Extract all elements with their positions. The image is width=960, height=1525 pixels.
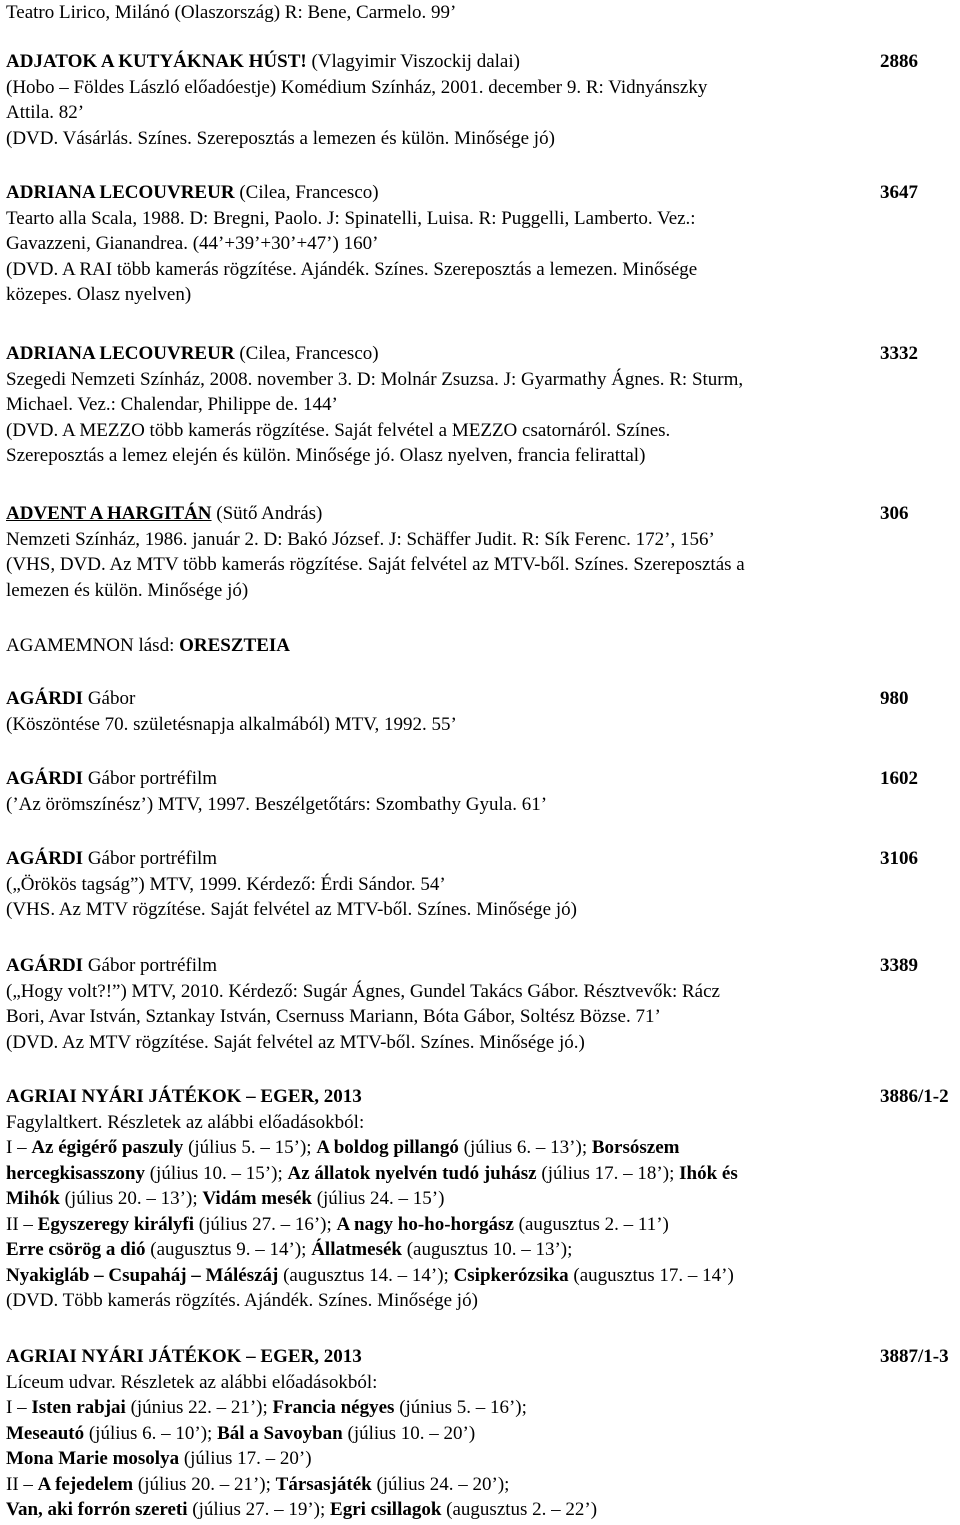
performance-title: Meseautó (6, 1422, 85, 1444)
entry-title: AGÁRDI (6, 688, 84, 709)
performance-title: Ihók és (679, 1162, 738, 1184)
performance-detail: (július 24. – 15’) (311, 1188, 445, 1209)
entry-subtitle: (Sütő András) (211, 503, 323, 524)
entry-line (6, 1161, 950, 1187)
performance-title: Francia négyes (272, 1397, 395, 1418)
entry-subtitle: (Cilea, Francesco) (234, 182, 379, 203)
entry-number: 3332 (880, 343, 918, 364)
entry-line: (’Az örömszínész’) MTV, 1997. Beszélgetőtárs: Szombathy Gyula. 61’ (6, 793, 548, 815)
entry-heading (6, 1084, 950, 1110)
entry-title: AGRIAI NYÁRI JÁTÉKOK – EGER, 2013 (6, 1346, 362, 1367)
entry-heading (6, 846, 950, 872)
entry-line: Fagylaltkert. Részletek az alábbi előadásokból: (6, 1111, 365, 1133)
performance-title: Borsószem (591, 1137, 680, 1158)
performance-detail: (július 17. – 20’) (179, 1448, 312, 1469)
entry-agardi-1997 (6, 766, 950, 817)
performance-detail: (augusztus 14. – 14’); (278, 1264, 454, 1286)
performance-title: Mihók (6, 1188, 60, 1209)
entry-line: (DVD. Vásárlás. Színes. Szereposztás a lemezen és külön. Minősége jó) (6, 127, 555, 149)
entry-line: (DVD. A MEZZO több kamerás rögzítése. Saját felvétel a MEZZO csatornáról. Színes. (6, 419, 671, 441)
performance-title: hercegkisasszony (6, 1162, 145, 1184)
performance-title: A boldog pillangó (316, 1137, 459, 1158)
entry-line: (VHS. Az MTV rögzítése. Saját felvétel az MTV-ből. Színes. Minősége jó) (6, 899, 577, 920)
entry-agardi-2010 (6, 953, 950, 1055)
entry-line: („Örökös tagság”) MTV, 1999. Kérdező: Érdi Sándor. 54’ (6, 873, 446, 895)
entry-title: ADVENT A HARGITÁN (6, 503, 212, 524)
entry-line: (Köszöntése 70. születésnapja alkalmából) MTV, 1992. 55’ (6, 713, 457, 735)
performance-detail: (július 10. – 20’) (342, 1422, 476, 1444)
performance-title: Mona Marie mosolya (6, 1448, 180, 1469)
performance-detail: (július 20. – 13’); (59, 1188, 203, 1209)
performance-detail: (augusztus 10. – 13’); (401, 1239, 573, 1260)
entry-title: AGAMEMNON lásd: (6, 635, 180, 656)
performance-detail: (július 10. – 15’); (144, 1162, 288, 1184)
entry-line: közepes. Olasz nyelven) (6, 284, 192, 305)
entry-number: 1602 (880, 768, 918, 789)
entry-line: Michael. Vez.: Chalendar, Philippe de. 144’ (6, 394, 338, 415)
performance-title: Egri csillagok (330, 1499, 442, 1520)
performance-detail: (augusztus 2. – 11’) (513, 1213, 669, 1235)
performance-title: Egyszeregy királyfi (37, 1213, 195, 1235)
entry-line: Szegedi Nemzeti Színház, 2008. november 3. D: Molnár Zsuzsa. J: Gyarmathy Ágnes. R: Sturm, (6, 368, 744, 390)
entry-line (6, 1212, 950, 1238)
performance-title: Isten rabjai (31, 1397, 126, 1418)
performance-detail: I – (6, 1137, 32, 1158)
performance-title: A nagy ho-ho-horgász (336, 1213, 514, 1235)
entry-number: 980 (880, 688, 909, 709)
entry-subtitle: Gábor portréfilm (83, 848, 218, 869)
entry-line (6, 1237, 950, 1263)
performance-detail: II – (6, 1473, 38, 1495)
performance-detail: (június 22. – 21’); (125, 1397, 273, 1418)
entry-line: Attila. 82’ (6, 102, 85, 123)
performance-list (6, 1135, 950, 1314)
entry-line: (DVD. Az MTV rögzítése. Saját felvétel az MTV-ből. Színes. Minősége jó.) (6, 1031, 585, 1053)
performance-title: Az állatok nyelvén tudó juhász (287, 1162, 537, 1184)
entry-subtitle: Gábor (83, 688, 136, 709)
entry-heading (6, 686, 950, 712)
entry-line: Líceum udvar. Részletek az alábbi előadásokból: (6, 1371, 378, 1393)
entry-adriana-1988 (6, 180, 950, 308)
performance-detail: (augusztus 2. – 22’) (441, 1499, 598, 1520)
entry-line: (DVD. A RAI több kamerás rögzítése. Ajándék. Színes. Szereposztás a lemezen. Minősége (6, 258, 698, 280)
entry-agamemnon (6, 633, 950, 659)
performance-detail: (augusztus 17. – 14’) (568, 1264, 734, 1286)
entry-line: Nemzeti Színház, 1986. január 2. D: Bakó József. J: Schäffer Judit. R: Sík Ferenc. 172’, 156’ (6, 528, 715, 550)
entry-adriana-2008 (6, 341, 950, 469)
entry-number: 3887/1-3 (880, 1346, 949, 1367)
entry-line (6, 1472, 950, 1498)
performance-detail: (július 6. – 13’); (458, 1137, 592, 1158)
entry-line: Gavazzeni, Gianandrea. (44’+39’+30’+47’) 160’ (6, 233, 379, 254)
entry-title: AGÁRDI (6, 768, 84, 789)
entry-line: lemezen és külön. Minősége jó) (6, 579, 249, 601)
entry-number: 3389 (880, 955, 918, 976)
entry-teatro-lirico (6, 0, 950, 26)
entry-agriai-3887 (6, 1344, 950, 1523)
entry-heading (6, 501, 950, 527)
performance-title: Vidám mesék (202, 1188, 312, 1209)
entry-title: ADRIANA LECOUVREUR (6, 343, 235, 364)
entry-line (6, 1135, 950, 1161)
entry-number: 3886/1-2 (880, 1086, 949, 1107)
entry-agardi-1999 (6, 846, 950, 923)
entry-line: (VHS, DVD. Az MTV több kamerás rögzítése. Saját felvétel az MTV-ből. Színes. Szereposztás a (6, 554, 745, 575)
performance-detail: (július 17. – 18’); (536, 1162, 680, 1184)
entry-advent (6, 501, 950, 603)
entry-number: 2886 (880, 51, 918, 72)
performance-detail: II – (6, 1213, 38, 1235)
performance-detail: (DVD. Több kamerás rögzítés. Ajándék. Színes. Minősége jó) (6, 1290, 478, 1311)
performance-detail: (augusztus 9. – 14’); (145, 1239, 312, 1260)
entry-heading (6, 1344, 950, 1370)
performance-detail: I – (6, 1397, 32, 1418)
entry-agardi-1992 (6, 686, 950, 737)
entry-line: („Hogy volt?!”) MTV, 2010. Kérdező: Sugár Ágnes, Gundel Takács Gábor. Résztvevők: Rácz (6, 980, 720, 1002)
entry-number: 306 (880, 503, 909, 524)
entry-heading (6, 953, 950, 979)
entry-line: (Hobo – Földes László előadóestje) Komédium Színház, 2001. december 9. R: Vidnyánszky (6, 76, 708, 98)
entry-line: Bori, Avar István, Sztankay István, Csernuss Mariann, Bóta Gábor, Soltész Bözse. 71’ (6, 1006, 661, 1027)
performance-title: Csipkerózsika (453, 1264, 569, 1286)
entry-heading (6, 341, 950, 367)
performance-title: Az égigérő paszuly (31, 1137, 184, 1158)
entry-line (6, 1263, 950, 1289)
entry-line: Szereposztás a lemez elején és külön. Minősége jó. Olasz nyelven, francia felirattal) (6, 445, 646, 466)
entry-line (6, 1186, 950, 1212)
performance-title: Bál a Savoyban (217, 1422, 343, 1444)
entry-heading (6, 766, 950, 792)
cross-reference: ORESZTEIA (179, 635, 290, 656)
performance-detail: (július 27. – 19’); (187, 1499, 331, 1520)
performance-detail: (június 5. – 16’); (394, 1397, 527, 1418)
entry-title: AGÁRDI (6, 848, 84, 869)
entry-line: Tearto alla Scala, 1988. D: Bregni, Paolo. J: Spinatelli, Luisa. R: Puggelli, Lamberto. Vez.: (6, 207, 696, 229)
entry-heading (6, 49, 950, 75)
entry-line (6, 1421, 950, 1447)
entry-agriai-3886 (6, 1084, 950, 1314)
entry-heading (6, 633, 950, 659)
performance-detail: (július 6. – 10’); (84, 1422, 218, 1444)
entry-line (6, 1288, 950, 1314)
entry-line: Teatro Lirico, Milánó (Olaszország) R: Bene, Carmelo. 99’ (6, 2, 457, 23)
performance-detail: (július 24. – 20’); (371, 1473, 510, 1495)
performance-title: Van, aki forrón szereti (6, 1499, 188, 1520)
performance-detail: (július 5. – 15’); (183, 1137, 317, 1158)
performance-title: A fejedelem (37, 1473, 134, 1495)
entry-line (6, 1497, 950, 1523)
performance-list (6, 1395, 950, 1523)
entry-subtitle: Gábor portréfilm (83, 955, 218, 976)
entry-title: ADJATOK A KUTYÁKNAK HÚST! (6, 51, 307, 72)
performance-detail: (július 27. – 16’); (194, 1213, 337, 1235)
entry-title: AGRIAI NYÁRI JÁTÉKOK – EGER, 2013 (6, 1086, 362, 1107)
performance-title: Társasjáték (275, 1473, 372, 1495)
performance-title: Erre csörög a dió (6, 1239, 146, 1260)
entry-subtitle: Gábor portréfilm (83, 768, 218, 789)
entry-line (6, 1395, 950, 1421)
entry-adjatok (6, 49, 950, 151)
performance-detail: (július 20. – 21’); (133, 1473, 276, 1495)
entry-number: 3647 (880, 182, 918, 203)
entry-number: 3106 (880, 848, 918, 869)
entry-title: AGÁRDI (6, 955, 84, 976)
entry-subtitle: (Vlagyimir Viszockij dalai) (306, 51, 520, 72)
entry-title: ADRIANA LECOUVREUR (6, 182, 235, 203)
entry-heading (6, 180, 950, 206)
performance-title: Nyakigláb – Csupaháj – Málészáj (6, 1264, 279, 1286)
entry-subtitle: (Cilea, Francesco) (234, 343, 379, 364)
entry-line (6, 1446, 950, 1472)
performance-title: Állatmesék (311, 1239, 402, 1260)
